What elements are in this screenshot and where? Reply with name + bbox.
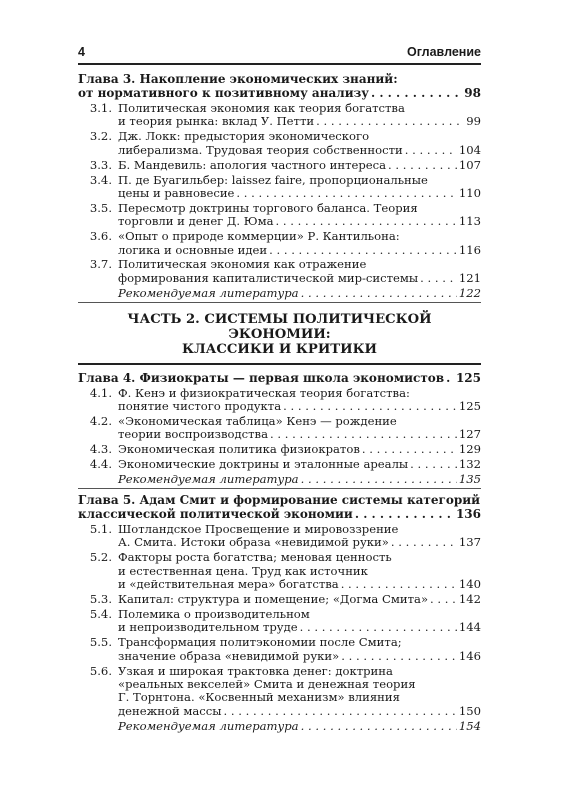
entry-line-text: Глава 4. Физиократы — первая школа экономистов <box>78 370 445 385</box>
entry-line-text: классической политической экономии <box>78 507 353 522</box>
entry-text <box>118 387 481 414</box>
entry-line <box>118 174 481 187</box>
entry-line <box>118 621 481 634</box>
dot-leader <box>236 187 456 200</box>
entry-text <box>118 230 481 257</box>
entry-line-text: теории воспроизводства <box>118 427 268 442</box>
page-ref: 99 <box>466 114 481 129</box>
entry-line <box>118 565 481 578</box>
entry-text <box>118 174 481 201</box>
entry-text <box>78 72 481 100</box>
entry-text <box>118 720 481 733</box>
dot-leader <box>341 650 457 663</box>
page-ref: 132 <box>458 457 481 472</box>
entry-line <box>118 187 481 200</box>
part-heading-line: КЛАССИКИ И КРИТИКИ <box>181 341 378 357</box>
entry-line-text: цены и равновесие <box>118 185 235 200</box>
entry-line <box>118 636 481 649</box>
entry-line-text: значение образа «невидимой руки» <box>118 648 340 663</box>
entry-line-text: Капитал: структура и помещение; «Догма Смита» <box>118 592 429 607</box>
dot-leader <box>269 244 457 257</box>
entry-line-text: П. де Буагильбер: laissez faire, пропорциональные <box>118 172 428 187</box>
entry-line <box>78 507 481 521</box>
entry-line <box>118 578 481 591</box>
entry-text <box>118 443 481 456</box>
entry-line-text: Г. Торнтона. «Косвенный механизм» влияния <box>118 690 400 705</box>
entry-line-text: Экономические доктрины и эталонные ареалы <box>118 457 409 472</box>
entry-text <box>118 287 481 300</box>
toc-chapter[interactable] <box>78 371 481 385</box>
section-number: 3.2. <box>89 129 112 144</box>
dot-leader <box>276 215 457 228</box>
entry-line-text: Пересмотр доктрины торгового баланса. Теория <box>118 200 418 215</box>
dot-leader <box>355 507 454 521</box>
dot-leader <box>391 536 457 549</box>
entry-text <box>118 130 481 157</box>
entry-line <box>118 202 481 215</box>
entry-text <box>118 665 481 719</box>
entry-line-text: Трансформация политэкономии после Смита; <box>118 635 402 650</box>
entry-line-text: логика и основные идеи <box>118 242 268 257</box>
page-ref: 113 <box>458 214 481 229</box>
page-ref: 98 <box>464 86 481 100</box>
page-ref: 150 <box>458 703 481 718</box>
dot-leader <box>341 578 457 591</box>
entry-line-text: «реальных векселей» Смита и денежная теория <box>118 677 416 691</box>
section-number: 3.6. <box>89 229 112 244</box>
entry-line <box>118 536 481 549</box>
entry-text <box>118 102 481 129</box>
dot-leader <box>371 86 462 100</box>
part-heading-line: ЧАСТЬ 2. СИСТЕМЫ ПОЛИТИЧЕСКОЙ ЭКОНОМИИ: <box>127 311 432 342</box>
entry-text <box>78 493 481 521</box>
toc-section[interactable] <box>78 636 481 663</box>
dot-leader <box>430 593 457 606</box>
toc-section[interactable] <box>78 415 481 442</box>
entry-line <box>118 144 481 157</box>
page-ref: 142 <box>458 592 481 607</box>
entry-line-text: Полемика о производительном <box>118 606 310 621</box>
toc-section[interactable] <box>78 174 481 201</box>
page-ref: 154 <box>458 718 481 733</box>
toc-section[interactable] <box>78 665 481 719</box>
entry-text <box>78 371 481 385</box>
page-ref: 125 <box>458 399 481 414</box>
page-ref: 136 <box>455 507 481 522</box>
page-ref: 110 <box>458 185 481 200</box>
entry-line-text: Б. Мандевиль: апология частного интереса <box>118 157 387 172</box>
toc-literature[interactable] <box>78 473 481 486</box>
entry-line <box>78 493 481 507</box>
entry-line <box>118 720 481 733</box>
entry-line-text: «Экономическая таблица» Кенэ — рождение <box>118 414 397 428</box>
section-number: 5.1. <box>89 522 112 537</box>
entry-line <box>118 705 481 718</box>
entry-line <box>118 130 481 143</box>
entry-line-text: Экономическая политика физиократов <box>118 442 360 457</box>
page-ref: 140 <box>458 577 481 592</box>
entry-text <box>118 551 481 591</box>
entry-line-text: либерализма. Трудовая теория собственности <box>118 142 403 157</box>
entry-line-text: Политическая экономия как теория богатства <box>118 101 405 115</box>
page-ref: 107 <box>458 157 481 172</box>
entry-text <box>118 202 481 229</box>
dot-leader <box>446 371 454 385</box>
entry-line-text: Ф. Кенэ и физиократическая теория богатства: <box>118 385 410 400</box>
dot-leader <box>300 621 457 634</box>
entry-line <box>118 400 481 413</box>
section-number: 5.6. <box>89 663 112 678</box>
page-ref: 121 <box>458 270 481 285</box>
section-number: 4.3. <box>89 442 112 457</box>
entry-line <box>118 258 481 271</box>
entry-line-text: от нормативного к позитивному анализу <box>78 86 369 100</box>
entry-line <box>118 272 481 285</box>
section-number: 3.3. <box>89 157 112 172</box>
entry-line-text: и непроизводительном труде <box>118 620 298 635</box>
toc-section[interactable] <box>78 230 481 257</box>
entry-line <box>118 428 481 441</box>
part-top-rule <box>78 302 481 303</box>
dot-leader <box>224 705 457 718</box>
dot-leader <box>283 400 457 413</box>
entry-text <box>118 415 481 442</box>
page-ref: 122 <box>458 285 481 300</box>
entry-line-text: понятие чистого продукта <box>118 399 282 414</box>
entry-line-text: Глава 3. Накопление экономических знаний: <box>78 72 398 86</box>
entry-line-text: денежной массы <box>118 703 222 718</box>
chapter-rule <box>78 488 481 489</box>
running-title: Оглавление <box>407 45 481 59</box>
entry-line <box>78 72 481 86</box>
entry-text <box>118 593 481 606</box>
page-number: 4 <box>78 45 85 59</box>
dot-leader <box>388 159 457 172</box>
entry-line <box>118 458 481 471</box>
entry-line-text: торговли и денег Д. Юма <box>118 214 274 229</box>
entry-line-text: Рекомендуемая литература <box>118 718 299 733</box>
entry-line-text: Глава 5. Адам Смит и формирование системы категорий <box>78 493 481 508</box>
page-ref: 146 <box>458 648 481 663</box>
dot-leader <box>410 458 457 471</box>
entry-line-text: Дж. Локк: предыстория экономического <box>118 129 370 144</box>
dot-leader <box>270 428 457 441</box>
toc-chapter[interactable] <box>78 493 481 521</box>
entry-line <box>118 650 481 663</box>
entry-line <box>118 244 481 257</box>
entry-line-text: Рекомендуемая литература <box>118 285 299 300</box>
toc-section[interactable] <box>78 159 481 172</box>
toc-literature[interactable] <box>78 720 481 733</box>
entry-text <box>118 159 481 172</box>
entry-line <box>118 593 481 606</box>
entry-text <box>118 608 481 635</box>
toc-section[interactable] <box>78 130 481 157</box>
entry-line <box>118 115 481 128</box>
entry-line <box>118 665 481 678</box>
section-number: 4.1. <box>89 385 112 400</box>
table-of-contents <box>78 72 481 735</box>
entry-line-text: Политическая экономия как отражение <box>118 257 367 272</box>
entry-line <box>78 371 481 385</box>
section-number: 5.5. <box>89 635 112 650</box>
entry-line-text: и естественная цена. Труд как источник <box>118 563 368 578</box>
toc-section[interactable] <box>78 202 481 229</box>
entry-line-text: Шотландское Просвещение и мировоззрение <box>118 522 399 537</box>
entry-line-text: Узкая и широкая трактовка денег: доктрина <box>118 663 393 678</box>
toc-section[interactable] <box>78 102 481 129</box>
entry-line <box>118 551 481 564</box>
entry-text <box>118 473 481 486</box>
entry-line-text: Факторы роста богатства; меновая ценность <box>118 550 392 565</box>
toc-section[interactable] <box>78 608 481 635</box>
entry-line <box>118 678 481 691</box>
dot-leader <box>301 720 457 733</box>
entry-line <box>118 230 481 243</box>
toc-section[interactable] <box>78 551 481 591</box>
section-number: 3.4. <box>89 172 112 187</box>
toc-section[interactable] <box>78 593 481 606</box>
section-number: 3.5. <box>89 200 112 215</box>
entry-line <box>118 443 481 456</box>
toc-literature[interactable] <box>78 287 481 300</box>
entry-line <box>118 608 481 621</box>
entry-line <box>118 691 481 704</box>
entry-line-text: и «действительная мера» богатства <box>118 577 339 592</box>
entry-line-text: «Опыт о природе коммерции» Р. Кантильона: <box>118 229 400 244</box>
entry-line-text: и теория рынка: вклад У. Петти <box>118 114 315 129</box>
toc-section[interactable] <box>78 387 481 414</box>
entry-line <box>118 387 481 400</box>
dot-leader <box>316 115 464 128</box>
entry-text <box>118 458 481 471</box>
entry-line <box>118 523 481 536</box>
entry-line <box>78 86 481 100</box>
entry-line <box>118 159 481 172</box>
toc-section[interactable] <box>78 523 481 550</box>
toc-section[interactable] <box>78 258 481 285</box>
toc-section[interactable] <box>78 443 481 456</box>
entry-line-text: А. Смита. Истоки образа «невидимой руки» <box>118 535 389 550</box>
dot-leader <box>301 473 457 486</box>
entry-line <box>118 415 481 428</box>
page-ref: 135 <box>458 472 481 487</box>
entry-line <box>118 287 481 300</box>
entry-line <box>118 102 481 115</box>
part-heading <box>78 312 481 365</box>
section-number: 3.1. <box>89 101 112 115</box>
page-ref: 137 <box>458 535 481 550</box>
page-ref: 127 <box>458 427 481 442</box>
entry-text <box>118 258 481 285</box>
page-ref: 144 <box>458 620 481 635</box>
entry-line <box>118 215 481 228</box>
entry-line <box>118 473 481 486</box>
section-number: 5.2. <box>89 550 112 565</box>
section-number: 3.7. <box>89 257 112 272</box>
section-number: 5.4. <box>89 606 112 621</box>
page-ref: 125 <box>455 370 481 385</box>
entry-text <box>118 636 481 663</box>
toc-chapter[interactable] <box>78 72 481 100</box>
dot-leader <box>362 443 457 456</box>
entry-line-text: Рекомендуемая литература <box>118 472 299 487</box>
page-ref: 116 <box>458 242 481 257</box>
entry-text <box>118 523 481 550</box>
section-number: 5.3. <box>89 592 112 607</box>
toc-section[interactable] <box>78 458 481 471</box>
entry-line-text: формирования капиталистической мир-системы <box>118 270 419 285</box>
page-ref: 129 <box>458 442 481 457</box>
page-header <box>78 45 481 65</box>
page-ref: 104 <box>458 142 481 157</box>
dot-leader <box>301 287 457 300</box>
dot-leader <box>405 144 457 157</box>
section-number: 4.4. <box>89 457 112 472</box>
section-number: 4.2. <box>89 414 112 428</box>
dot-leader <box>420 272 457 285</box>
